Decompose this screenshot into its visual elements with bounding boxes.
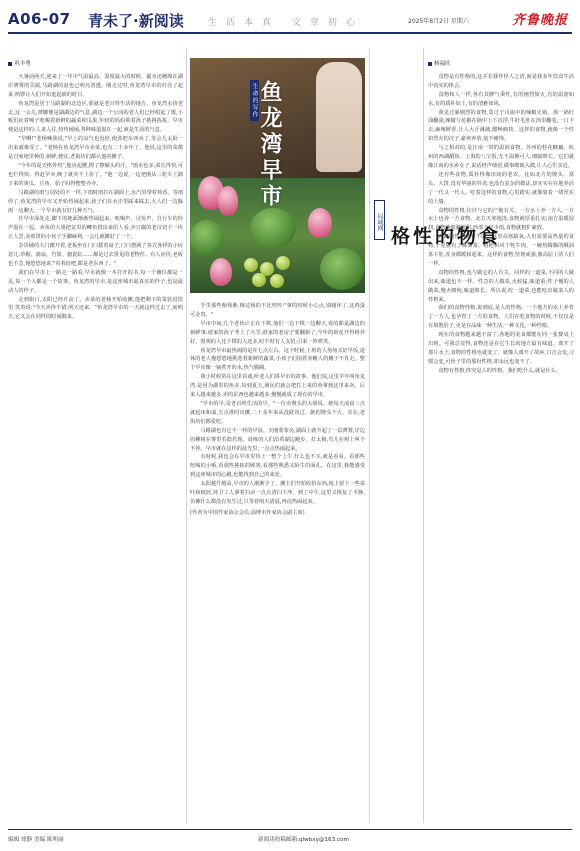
article1-paragraph: "早啊!"老杨喊我说,"早上的凉气也没停,使劲把东西卖了,等会儿太阳一出来就难受了。"老杨在鱼龙湾早市卖菜,也有二十多年了。他说,这里的菜都是自家地里种的,新鲜,便宜,老街坊们都认他的摊子。 [8, 136, 183, 161]
article1-tag: 生命的写作 [250, 80, 259, 121]
article3-paragraph: 食物和人一样,各有其脾气秉性,有的刚烈如火,有的温润如水,有的质朴如土,有的清雅如风。 [428, 91, 574, 107]
article1-paragraph: 手里那些葡萄紫,梅达杨的不比哼哼:"拿的时候小心点,别碰坏了,这鸡蛋可金贵。" [190, 303, 365, 318]
column-divider [369, 48, 370, 823]
article1-paragraph: 早市中间,几个老伙计正在下棋,他们一边下棋一边聊天,说的都是湖边的新鲜事:谁家的孩子考上了大学,谁家的老房子要翻新了,今年的荷花开得格外好。围观的人比下棋的人还多,时不时有人支招,引来一阵哄笑。 [190, 320, 365, 345]
article1-paragraph: 走到街口,太阳已经升高了。卖菜的老杨开始收摊,他把剩下的菜装进筐里,笑着说:"今天卖得不错,明天还来。"鱼龙湾早市的一天就这样过去了,而明天,它又会在同样的时间醒来。 [8, 296, 183, 321]
column-divider [186, 48, 187, 823]
author-note: (作者为中国作家协会会员,淄博市作家协会副主席) [190, 509, 305, 516]
article1-paragraph: "今年的夏天格外热",他直起腰,擦了擦额头的汗。"雨水也多,菜长得快,可也烂得快。得赶早卖,晚了就卖不上价了。"他一边说,一边把刚从三轮车上卸下来的黄瓜、豆角、茄子码得整整齐齐。 [8, 162, 183, 187]
lotus-leaf [190, 220, 224, 256]
article3-paragraph: 食物有性格,终究是人的性格。我们吃什么,就是什么。 [438, 367, 562, 374]
lotus-leaf [320, 248, 364, 290]
header-rule [8, 32, 572, 34]
lotus-pod [244, 258, 258, 272]
article3-paragraph: 现在的食物越来越丰富了,各地的美食都能在同一张餐桌上出现。可我总觉得,食物还是在它生长的地方最有味道。离开了那片水土,食物的性格也就变了。就像人离开了故乡,口音会变,习惯会变,可骨子里的那份性格,却永远也变不了。 [428, 332, 574, 365]
issue-date: 2025年8月2日 星期六 [408, 18, 469, 25]
article1-paragraph: 太阳越升越高,早市的人渐渐少了。摊主们开始收拾东西,地上留下一些菜叶和纸屑,环卫工人拿着扫帚一点点清扫干净。到了中午,这里又恢复了平静,仿佛什么都没有发生过,只等着明天清晨,再次热闹起来。 [190, 481, 365, 505]
byline-square-icon [428, 62, 432, 66]
vendor-figure [316, 62, 362, 172]
article1-paragraph: "早市的早,是老百姓生活的早。"一位卖馒头的大姐说。她每天凌晨三点就起床和面,五点准时出摊,二十多年来从没耽误过。她的馒头个大、实在,老街坊们都爱吃。 [190, 400, 365, 425]
article3-tag: 局域网 [374, 200, 385, 240]
lotus-flower [218, 186, 238, 216]
lotus-flower [308, 208, 332, 238]
article1-paragraph: 鱼龙湾早市最热闹的是在七点左右。这个时候,上班的人匆匆买好早饭,退休的老人慢悠悠地挑选着新鲜的蔬菜,小孩子们围着卖糖人的摊子不肯走。整个早市像一锅煮开的水,热气腾腾。 [190, 347, 365, 372]
article1-paragraph: 往早市深处走,脚下的地面渐渐热闹起来。吆喝声、讨价声、自行车的铃声混在一起。卖鱼的大姐把盆里的鲫鱼捞出来给人看,卖豆腐的老汉切下一块让人尝,卖煎饼的小伙子手脚麻利,一会儿就摊好了一个。 [8, 216, 183, 241]
article3-paragraph: 食物的性格,往往与它的产地有关。一方水土养一方人,一方水土也养一方食物。北方天寒地冻,食物就厚重扎实;南方温暖湿润,食物就细腻清甜;西部干旱少雨,食物就粗犷豪放。 [428, 207, 574, 232]
lotus-pod [276, 256, 290, 270]
article1-column1 [8, 60, 183, 820]
article1-paragraph: 我小时候常在这里看戏,听老人们讲早市的故事。他们说,这里早年叫鱼龙湾,是因为湖里的鱼多,每到夏天,渔民们就会把打上来的鱼拿到这里来卖。后来人越来越多,卖的东西也越来越多,慢慢就成了现在的早市。 [190, 374, 365, 399]
article1-paragraph: 大暑前两天,迎来了一年中气温最高、湿度最大的时候。霾水还缠绵在湖岸薄雾的尖端,马路湖的浪也已明亮清透。刚走过时,鱼龙湾早市的灯亮了起来,鸣锣让人们开始逛起新的时日。 [8, 73, 183, 98]
article1-paragraph: 马路湖也有它不一样的早晨。天刚蒙蒙亮,湖面上就升起了一层薄雾,岸边的柳树在雾里若隐若现。晨练的人们沿着湖边跑步、打太极,鸟儿在树上叫个不停。早市就在这样的晨光里,一点点热闹起来。 [190, 427, 365, 452]
column-divider [423, 48, 424, 823]
article1-paragraph: 杂货铺的大门敞开着,老板坐在门口摇着扇子,门口摆满了各式各样的小玩意儿:草帽、蒲扇、竹篮、搪瓷缸……都是过去常见的老物件。有人问价,老板也不急,慢悠悠地说:"看着给吧,都是老东西了。" [8, 243, 183, 267]
article3-paragraph: 还有些食物,质朴得像田间的老农。比如北方的馒头、窝头、大饼,没有华丽的外表,也没有复杂的做法,却实实在在地养活了一代又一代人。吃着这样的食物,心里踏实,就像靠着一堵厚实的土墙。 [428, 171, 574, 205]
article3-paragraph: 食物的性格,也与做它的人有关。同样的一道菜,不同的人做出来,味道也不一样。性急的人做菜,火候猛,味道重;性子慢的人做菜,慢火细炖,味道绵长。所以说,吃一道菜,也能吃出做菜人的性格来。 [428, 269, 574, 303]
page-number: A06-07 [8, 10, 71, 28]
editor-credits: 编辑 徐静 美编 陈明丽 [8, 837, 64, 843]
article1-title: 鱼龙湾早市 [257, 80, 282, 210]
section-title: 青未了·新阅读 [88, 12, 184, 30]
article3-title: 食物的性格 [388, 226, 498, 249]
article3-column [428, 60, 574, 820]
byline-square-icon [8, 62, 12, 66]
page-header [8, 6, 572, 38]
lotus-leaf [250, 208, 296, 248]
market-photo [190, 58, 365, 293]
article1-paragraph: 马路湖的雨与别处的不一样,下雨时雨打在湖面上,水汽里带着荷香。等雨停了,鱼龙湾的早市又开始热闹起来,孩子们在水洼里踩来踩去,大人们一边躲雨一边聊天,一个早市就有好几种天气。 [8, 189, 183, 214]
lotus-flower [210, 258, 232, 286]
lotus-pod [252, 273, 266, 287]
article1-byline: 巩丰勇 [8, 60, 183, 69]
article3-paragraph: 我见过暴刚烈的食物,莫过于川渝中的辣椒火锅。那一锅红油翻滚,辣椒与花椒在锅中上下沉浮,牛肚毛肚在汤里翻卷,一口下去,麻辣鲜香,让人大汗淋漓,酣畅痛快。这样的食物,就像一个性如烈火的汉子,豪爽奔放,毫不掩饰。 [428, 109, 574, 143]
article3-byline: 杨福旺 [428, 60, 574, 69]
article1-column2 [190, 302, 365, 820]
article3-paragraph: 与之相对的,是江南一带的温润食物。苏州的桂花糖藕、杭州的西湖醋鱼、上海的八宝饭,无不温婉可人,细腻绵长。它们就像江南的水乡女子,说话轻声细语,做事细致入微,让人心生亲近。 [428, 145, 574, 169]
page-footer [8, 829, 572, 845]
article1-paragraph: 鱼龙湾是居于马路湖的北边区,那就是老百姓生活的地方。鱼龙湾水挤老去,这一会儿,薄脚便是湖湖边的气息,湖边一个公园的老人们已经唱起了歌,小贩们扯着嗓子吆喝着新鲜的蔬菜和瓜果,年轻的妈妈领着孩子挑挑拣拣。早市便是这样的:人来人往,热热闹闹,各种味道混在一起,就是生活的气息。 [8, 100, 183, 134]
submission-email: 新阅读投稿邮箱:qlwbxy@163.com [258, 837, 349, 843]
lotus-pod [270, 274, 284, 288]
article1-paragraph: 我们在早市上一路走一路看,早市就像一本打开的书,每一个摊位都是一页,每一个人都是一个故事。鱼龙湾的早市,是这座城市最真实的样子,也是最动人的样子。 [8, 269, 183, 294]
newspaper-logo: 齐鲁晚报 [511, 13, 568, 28]
article3-paragraph: 西藏的性格又有不同。这里高寒缺氧,人们需要高热量的食物,于是就有了酥油茶、糌粑和风干牦牛肉。一碗热腾腾的酥油茶下肚,浑身都暖和起来。这样的食物,坚韧顽强,像高原上的人们一样。 [428, 234, 574, 267]
article3-paragraph: 我们的食物性格,说到底,是人的性格。一个地方的水土养育了一方人,也孕育了一方的食物。人们在吃食物的时候,不仅仅是在填饱肚子,更是在品味一种生活,一种文化,一种性格。 [428, 305, 574, 330]
article1-paragraph: 有时候,我也会在早市里待上一整个上午,什么也不买,就是看看。看那些吆喝的小贩,看那些挑拣的顾客,看那些熟悉又陌生的面孔。在这里,我能感受到这座城市的心跳,也能找到自己的来处。 [190, 454, 365, 479]
section-slogan: 生活本真 文章初心 [208, 18, 364, 28]
article3-paragraph: 食物是有性格的,这并非我作怪人之语,而是我多年饮食生活中真实的体会。 [428, 73, 574, 89]
